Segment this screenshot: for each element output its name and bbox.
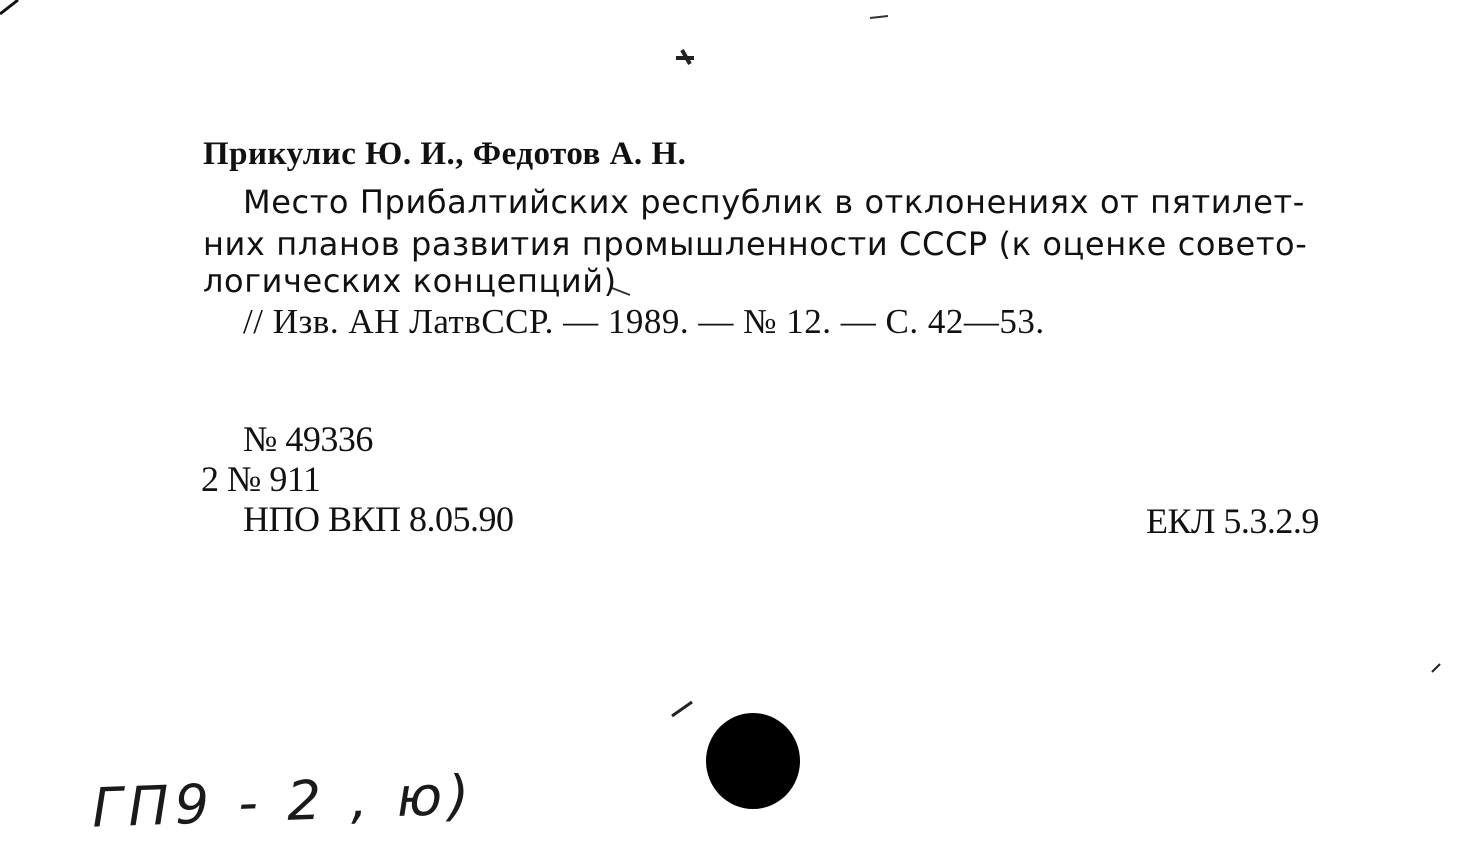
card-title-line-1: Место Прибалтийских республик в отклонениях от пятилет- xyxy=(243,183,1305,221)
card-ekl-code: ЕКЛ 5.3.2.9 xyxy=(1146,501,1319,541)
card-npo-date: НПО ВКП 8.05.90 xyxy=(243,499,514,539)
card-title-line-3: логических концепций) xyxy=(203,262,617,300)
handwritten-code: ГП9 - 2 , ю) xyxy=(91,763,477,840)
card-number: № 49336 xyxy=(243,419,373,459)
punch-hole xyxy=(706,713,800,809)
card-second-number: 2 № 911 xyxy=(201,459,321,499)
card-title-line-2: них планов развития промышленности СССР (к оценке совето- xyxy=(203,225,1308,263)
card-authors: Прикулис Ю. И., Федотов А. Н. xyxy=(203,136,687,172)
card-source: // Изв. АН ЛатвССР. — 1989. — № 12. — С. 42—53. xyxy=(243,302,1045,341)
